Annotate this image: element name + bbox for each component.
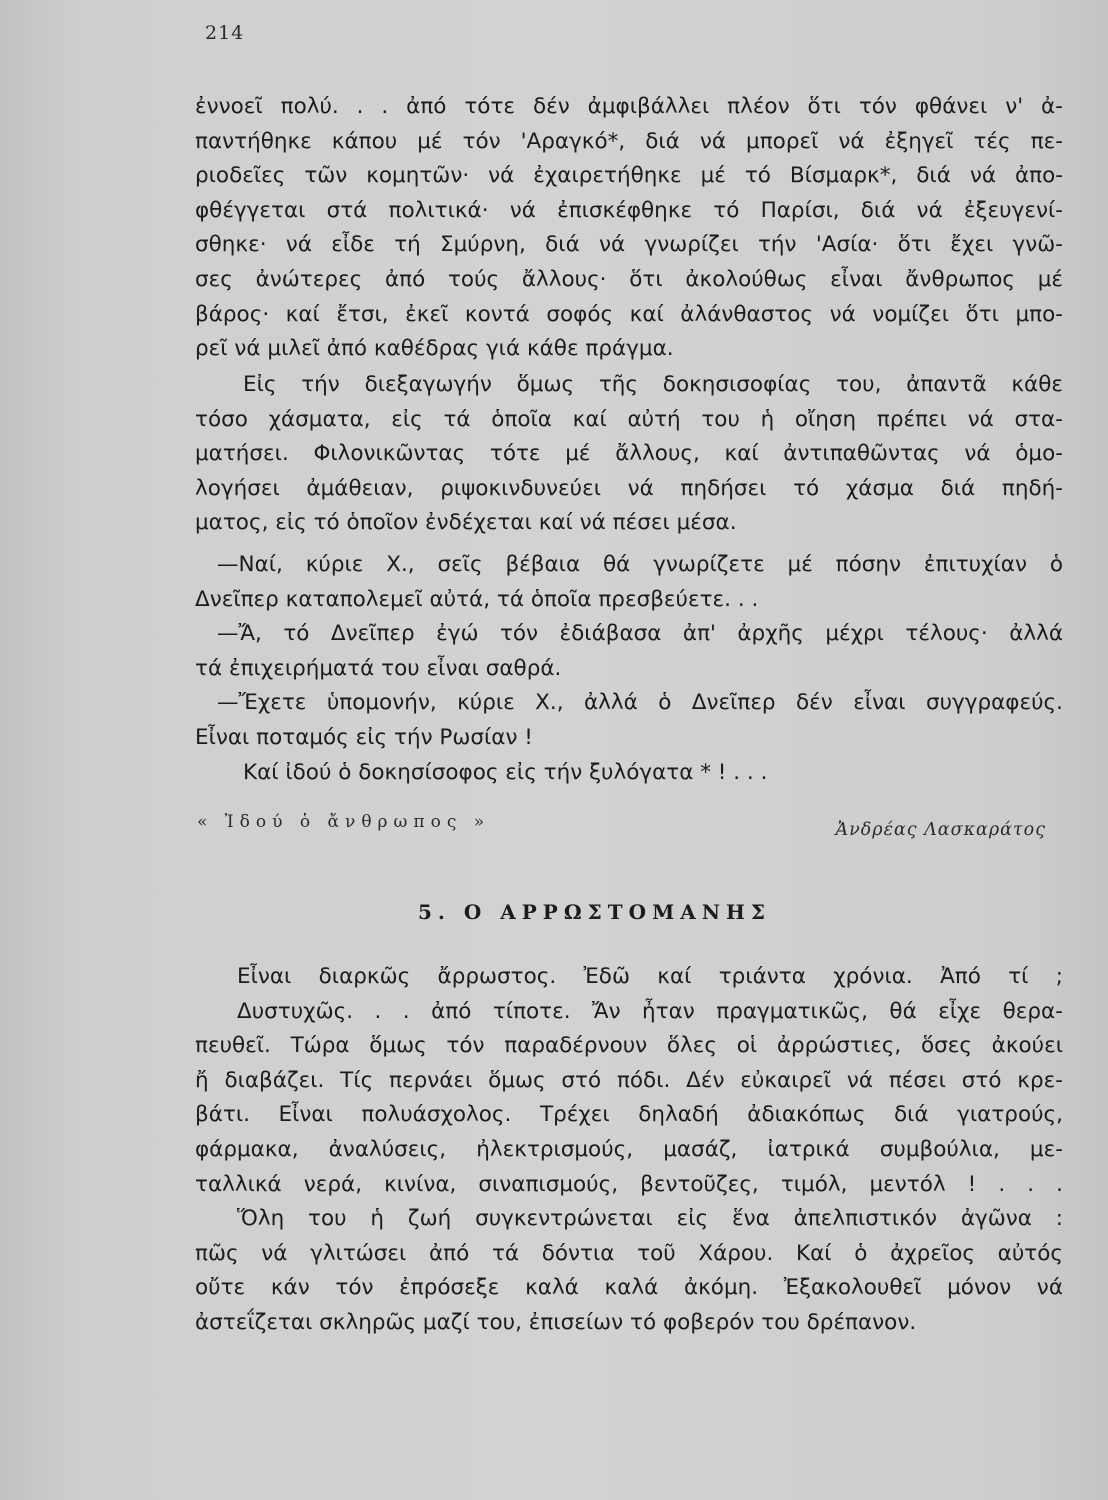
paragraph-dokesisofia: [195, 368, 1063, 541]
text-line: οὔτε κάν τόν ἐπρόσεξε καλά καλά ἀκόμη. Ἐξακολουθεῖ μόνον νά: [195, 1275, 1063, 1301]
text-line: ταλλικά νερά, κινίνα, σιναπισμούς, βεντοῦζες, τιμόλ, μεντόλ ! . . .: [195, 1171, 1063, 1197]
dialogue-line: Εἶναι ποταμός εἰς τήν Ρωσίαν !: [195, 724, 533, 750]
paragraph-continuation: [195, 90, 1063, 367]
text-line: παντήθηκε κάπου μέ τόν 'Αραγκό*, διά νά μπορεῖ νά ἐξηγεῖ τές πε-: [195, 128, 1063, 154]
text-line: ἐννοεῖ πολύ. . . ἀπό τότε δέν ἀμφιβάλλει πλέον ὅτι τόν φθάνει ν' ἀ-: [195, 94, 1063, 119]
text-line: σες ἀνώτερες ἀπό τούς ἄλλους· ὅτι ἀκολούθως εἶναι ἄνθρωπος μέ: [195, 266, 1063, 292]
text-line: τόσο χάσματα, εἰς τά ὁποῖα καί αὐτή του ἡ οἴηση πρέπει νά στα-: [195, 406, 1063, 432]
text-line: πῶς νά γλιτώσει ἀπό τά δόντια τοῦ Χάρου. Καί ὁ ἀχρεῖος αὐτός: [195, 1240, 1063, 1266]
page-number: 214: [205, 22, 245, 44]
text-line: σθηκε· νά εἶδε τή Σμύρνη, διά νά γνωρίζει τήν 'Ασία· ὅτι ἔχει γνῶ-: [195, 232, 1063, 258]
dialogue-line: —Ναί, κύριε Χ., σεῖς βέβαια θά γνωρίζετε μέ πόσην ἐπιτυχίαν ὁ: [217, 552, 1063, 577]
text-line: Δυστυχῶς. . . ἀπό τίποτε. Ἄν ἦταν πραγματικῶς, θά εἶχε θερα-: [237, 998, 1063, 1024]
text-line: Ὅλη του ἡ ζωή συγκεντρώνεται εἰς ἕνα ἀπελπιστικόν ἀγῶνα :: [237, 1206, 1063, 1232]
text-line: φάρμακα, ἀναλύσεις, ἠλεκτρισμούς, μασάζ, ἰατρικά συμβούλια, με-: [195, 1136, 1063, 1162]
text-line: βάρος· καί ἔτσι, ἐκεῖ κοντά σοφός καί ἀλάνθαστος νά νομίζει ὅτι μπο-: [195, 301, 1063, 327]
source-work-title: « Ἰδού ὁ ἄνθρωπος »: [197, 812, 491, 832]
dialogue-line: Καί ἰδού ὁ δοκησίσοφος εἰς τήν ξυλόγατα * ! . . .: [243, 759, 768, 785]
dialogue-line: Δνεῖπερ καταπολεμεῖ αὐτά, τά ὁποῖα πρεσβεύετε. . .: [195, 586, 759, 612]
paragraph-arrostomanis: [195, 960, 1063, 1341]
dialogue-line: τά ἐπιχειρήματά του εἶναι σαθρά.: [195, 655, 562, 681]
dialogue-line: —Ἔχετε ὑπομονήν, κύριε Χ., ἀλλά ὁ Δνεῖπερ δέν εἶναι συγγραφεύς.: [217, 690, 1063, 716]
dialogue-block: [195, 548, 1063, 790]
dialogue-line: —Ἄ, τό Δνεῖπερ ἐγώ τόν ἐδιάβασα ἀπ' ἀρχῆς μέχρι τέλους· ἀλλά: [217, 621, 1063, 647]
text-line: ἤ διαβάζει. Τίς περνάει ὅμως στό πόδι. Δέν εὐκαιρεῖ νά πέσει στό κρε-: [195, 1067, 1063, 1093]
text-line: βάτι. Εἶναι πολυάσχολος. Τρέχει δηλαδή ἀδιακόπως διά γιατρούς,: [195, 1102, 1063, 1128]
text-line: ἀστεΐζεται σκληρῶς μαζί του, ἐπισείων τό φοβερόν του δρέπανον.: [195, 1309, 917, 1335]
text-line: φθέγγεται στά πολιτικά· νά ἐπισκέφθηκε τό Παρίσι, διά νά ἐξευγενί-: [195, 197, 1063, 223]
text-line: ρεῖ νά μιλεῖ ἀπό καθέδρας γιά κάθε πράγμα.: [195, 336, 674, 362]
text-line: Εἰς τήν διεξαγωγήν ὅμως τῆς δοκησισοφίας του, ἀπαντᾶ κάθε: [243, 372, 1063, 397]
source-author: Ἀνδρέας Λασκαράτος: [835, 820, 1046, 840]
text-line: λογήσει ἀμάθειαν, ριψοκινδυνεύει νά πηδήσει τό χάσμα διά πηδή-: [195, 475, 1063, 501]
section-heading: 5. Ο ΑΡΡΩΣΤΟΜΑΝΗΣ: [418, 900, 772, 924]
text-line: ματήσει. Φιλονικῶντας τότε μέ ἄλλους, καί ἀντιπαθῶντας νά ὁμο-: [195, 441, 1063, 467]
text-line: πευθεῖ. Τώρα ὅμως τόν παραδέρνουν ὅλες οἱ ἀρρώστιες, ὅσες ἀκούει: [195, 1033, 1063, 1059]
text-line: ματος, εἰς τό ὁποῖον ἐνδέχεται καί νά πέσει μέσα.: [195, 510, 737, 536]
text-line: Εἶναι διαρκῶς ἄρρωστος. Ἐδῶ καί τριάντα χρόνια. Ἀπό τί ;: [237, 964, 1063, 989]
text-line: ριοδεῖες τῶν κομητῶν· νά ἐχαιρετήθηκε μέ τό Βίσμαρκ*, διά νά ἀπο-: [195, 163, 1063, 189]
